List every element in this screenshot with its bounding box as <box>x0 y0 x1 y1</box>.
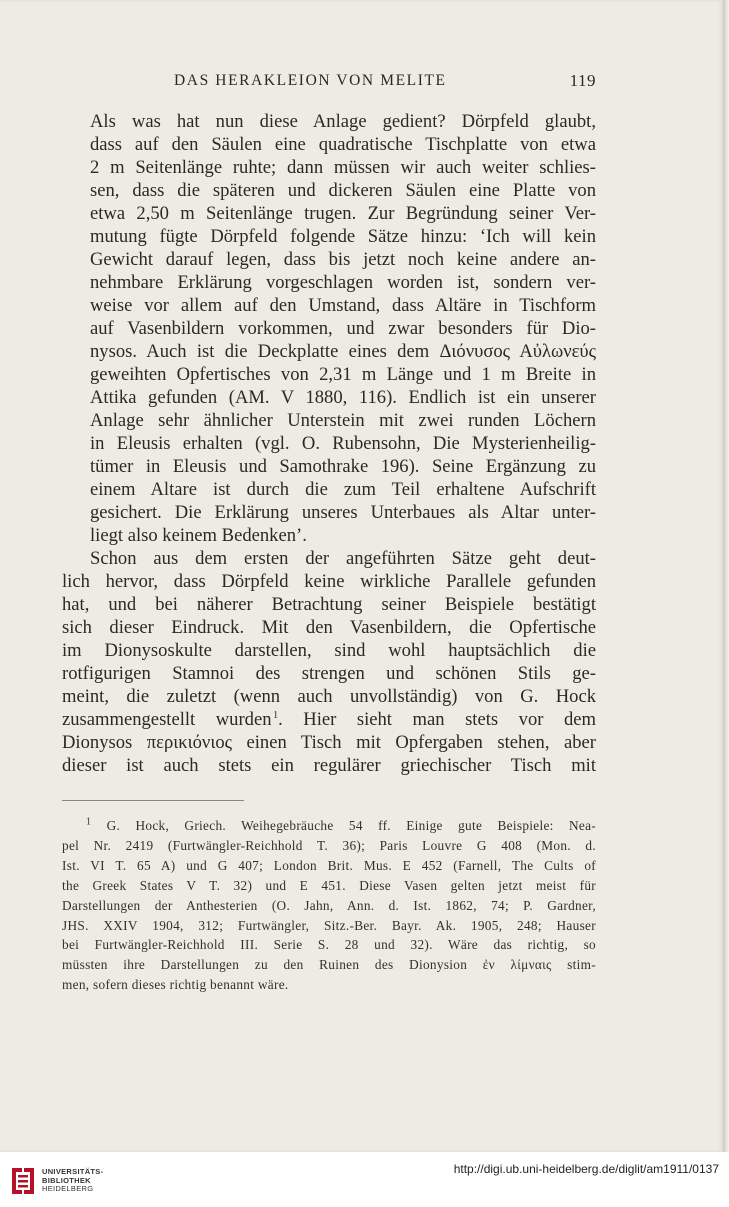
main-text <box>62 110 596 777</box>
footnote-line: bei Furtwängler-Reichhold III. Serie S. 28 und 32). Wäre das richtig, so <box>62 937 596 953</box>
page-edge <box>723 0 729 1152</box>
footnote-text: G. Hock, Griech. Weihegebräuche 54 ff. Einige gute Beispiele: Nea- <box>106 818 597 833</box>
text-line: Als was hat nun diese Anlage gedient? Dörpfeld glaubt, <box>90 111 596 132</box>
footnote-line <box>62 816 596 836</box>
paragraph-1 <box>62 110 596 547</box>
text-line: 2 m Seitenlänge ruhte; dann müssen wir auch weiter schlies- <box>90 157 596 178</box>
text-line: Schon aus dem ersten der angeführten Sätze geht deut- <box>90 548 596 569</box>
page-number: 119 <box>569 71 596 90</box>
text-line: rotfigurigen Stamnoi des strengen und schönen Stils ge- <box>62 663 596 684</box>
university-library-logo-icon <box>8 1164 38 1198</box>
text-line: liegt also keinem Bedenken’. <box>90 525 307 546</box>
text-line: im Dionysoskulte darstellen, sind wohl hauptsächlich die <box>62 640 596 661</box>
footnote-reference[interactable]: 1 <box>273 709 279 721</box>
text-line: Anlage sehr ähnlicher Unterstein mit zwei runden Löchern <box>90 410 596 431</box>
footnote-line: Darstellungen der Anthesterien (O. Jahn, Ann. d. Ist. 1862, 74; P. Gardner, <box>62 897 596 913</box>
text-line: hat, und bei näherer Betrachtung seiner Beispiele bestätigt <box>62 594 596 615</box>
text-line: sen, dass die späteren und dickeren Säulen eine Platte von <box>90 180 596 201</box>
text-line: nehmbare Erklärung vorgeschlagen worden ist, sondern ver- <box>90 272 596 293</box>
library-name-line: HEIDELBERG <box>42 1184 94 1193</box>
text-fragment: zusammengestellt wurden <box>62 709 272 730</box>
running-title: DAS HERAKLEION VON MELITE <box>174 72 447 89</box>
text-line: meint, die zuletzt (wenn auch unvollständig) von G. Hock <box>62 686 596 707</box>
text-line: geweihten Opfertisches von 2,31 m Länge und 1 m Breite in <box>90 364 596 385</box>
footnote-divider <box>62 800 244 801</box>
text-line: in Eleusis erhalten (vgl. O. Rubensohn, Die Mysterienheilig- <box>90 433 596 454</box>
text-line: mutung fügte Dörpfeld folgende Sätze hinzu: ‘Ich will kein <box>90 226 596 247</box>
footnote-marker: 1 <box>86 816 92 828</box>
text-line: auf Vasenbildern vorkommen, und zwar besonders für Dio- <box>90 318 596 339</box>
text-line: nysos. Auch ist die Deckplatte eines dem Διόνυσος Αὐλωνεύς <box>90 341 596 362</box>
text-line: Attika gefunden (AM. V 1880, 116). Endlich ist ein unserer <box>90 387 596 408</box>
text-line: Dionysos περικιόνιος einen Tisch mit Opfergaben stehen, aber <box>62 732 596 753</box>
text-line: gesichert. Die Erklärung unseres Unterbaues als Altar unter- <box>90 502 596 523</box>
permalink-url[interactable]: http://digi.ub.uni-heidelberg.de/diglit/am1911/0137 <box>453 1162 719 1176</box>
text-line: sich dieser Eindruck. Mit den Vasenbildern, die Opfertische <box>62 617 596 638</box>
text-line: dass auf den Säulen eine quadratische Tischplatte von etwa <box>90 134 596 155</box>
text-line: dieser ist auch stets ein regulärer griechischer Tisch mit <box>62 755 596 776</box>
text-line: etwa 2,50 m Seitenlänge trugen. Zur Begründung seiner Ver- <box>90 203 596 224</box>
library-name-line: UNIVERSITÄTS- <box>42 1167 104 1176</box>
footnote-line: men, sofern dieses richtig benannt wäre. <box>62 977 289 993</box>
text-fragment: . Hier sieht man stets vor dem <box>278 709 596 730</box>
running-header <box>62 72 596 94</box>
text-line: Gewicht darauf legen, dass bis jetzt noch keine andere an- <box>90 249 596 270</box>
footnote-line: müssten ihre Darstellungen zu den Ruinen des Dionysion ἐν λίμναις stim- <box>62 957 596 973</box>
library-name <box>42 1168 103 1194</box>
footnote <box>62 816 596 995</box>
footnote-line: pel Nr. 2419 (Furtwängler-Reichhold T. 36); Paris Louvre G 408 (Mon. d. <box>62 837 596 853</box>
library-name-line: BIBLIOTHEK <box>42 1175 91 1185</box>
viewer-footer <box>0 1152 729 1207</box>
text-line: tümer in Eleusis und Samothrake 196). Seine Ergänzung zu <box>90 456 596 477</box>
text-line: einem Altare ist durch die zum Teil erhaltene Aufschrift <box>90 479 596 500</box>
footnote-line: Ist. VI T. 65 A) und G 407; London Brit. Mus. E 452 (Farnell, The Cults of <box>62 857 596 873</box>
text-line: lich hervor, dass Dörpfeld keine wirkliche Parallele gefunden <box>62 571 596 592</box>
text-line: weise vor allem auf den Umstand, dass Altäre in Tischform <box>90 295 596 316</box>
footnote-line: the Greek States V T. 32) und E 451. Diese Vasen gelten jetzt meist für <box>62 877 596 893</box>
text-line-with-footnote <box>62 708 596 731</box>
paragraph-2 <box>62 547 596 777</box>
footnote-line: JHS. XXIV 1904, 312; Furtwängler, Sitz.-Ber. Bayr. Ak. 1905, 248; Hauser <box>62 917 596 933</box>
